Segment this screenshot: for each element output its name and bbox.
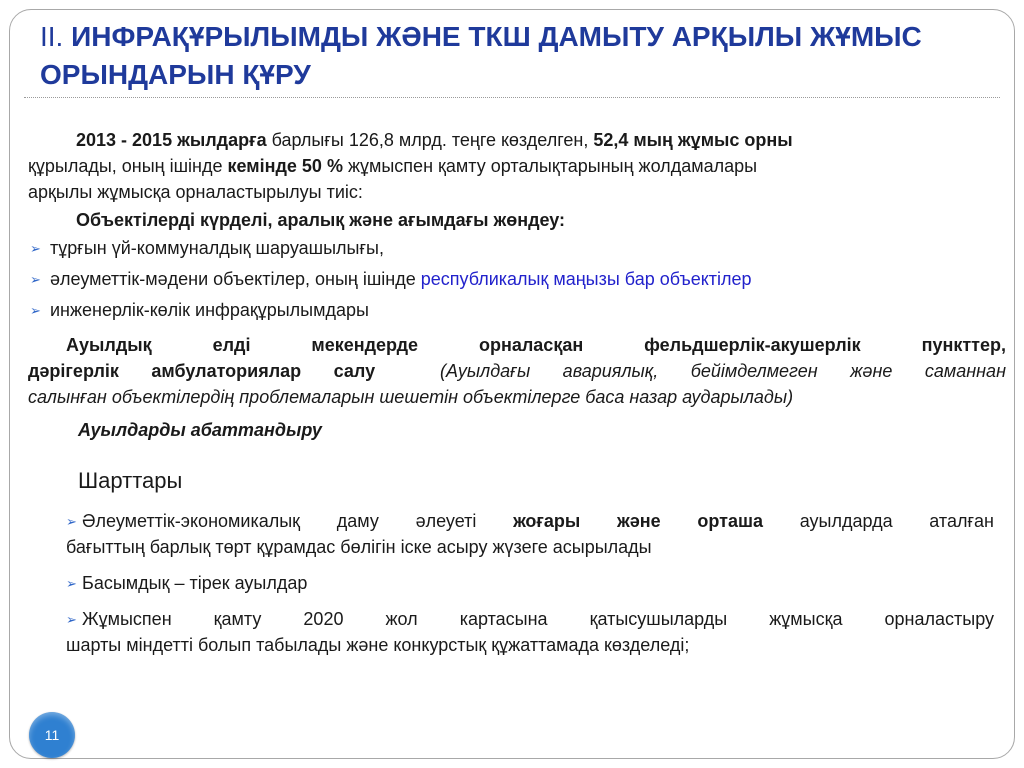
condition-1-text2: ауылдарда аталған <box>762 511 994 531</box>
condition-1-bold: жоғары және орташа <box>513 511 763 531</box>
repair-item-3-text: инженерлік-көлік инфрақұрылымдары <box>50 300 369 320</box>
rural-line-1: Ауылдық елді мекендерде орналасқан фельдшерлік-акушерлік пункттер, <box>66 335 1006 355</box>
intro-min-share: кемінде 50 % <box>227 156 343 176</box>
rural-line-2 <box>28 358 1006 384</box>
condition-3-line-1 <box>66 606 994 633</box>
condition-1-line-2: бағыттың барлық төрт құрамдас бөлігін іске асыру жүзеге асырылады <box>66 537 652 557</box>
intro-l2-text1: құрылады, оның ішінде <box>28 156 228 176</box>
arrow-right-icon: ➢ <box>30 272 41 287</box>
arrow-right-icon: ➢ <box>66 612 77 627</box>
repair-item-1 <box>30 235 384 262</box>
repair-item-2-text: әлеуметтік-мәдени объектілер, оның ішінде <box>50 269 421 289</box>
intro-line-1 <box>76 127 986 153</box>
intro-l2-text2: жұмыспен қамту орталықтарының жолдамалары <box>342 156 758 176</box>
condition-3-text1: Жұмыспен қамту 2020 жол картасына қатысушыларды жұмысқа орналастыру <box>82 609 994 629</box>
repair-heading: Объектілерді күрделі, аралық және ағымдағы жөндеу: <box>76 210 566 230</box>
repair-item-2-highlight: республикалық маңызы бар объектілер <box>420 269 752 289</box>
condition-1-text1: Әлеуметтік-экономикалық даму әлеуеті <box>82 511 514 531</box>
intro-jobs: 52,4 мың жұмыс орны <box>593 130 793 150</box>
arrow-right-icon: ➢ <box>30 303 41 318</box>
arrow-right-icon: ➢ <box>66 514 77 529</box>
repair-item-2 <box>30 266 752 293</box>
slide-title <box>40 18 970 94</box>
condition-2 <box>66 570 666 597</box>
title-number: II. <box>40 21 64 52</box>
condition-1-line-1 <box>66 508 994 535</box>
intro-budget: барлығы 126,8 млрд. теңге көзделген, <box>266 130 594 150</box>
title-text: ИНФРАҚҰРЫЛЫМДЫ ЖӘНЕ ТКШ ДАМЫТУ АРҚЫЛЫ ЖҰМЫС ОРЫНДАРЫН ҚҰРУ <box>40 21 922 90</box>
conditions-heading: Шарттары <box>78 468 183 493</box>
arrow-right-icon: ➢ <box>66 576 77 591</box>
title-divider <box>24 97 1000 98</box>
intro-line-2 <box>28 153 988 179</box>
page-number-badge: 11 <box>29 712 75 758</box>
rural-clinics: дәрігерлік амбулаториялар салу <box>28 361 376 381</box>
condition-3-line-2: шарты міндетті болып табылады және конкурстық құжаттамада көзделеді; <box>66 635 690 655</box>
condition-2-text: Басымдық – тірек ауылдар <box>82 573 308 593</box>
intro-years: 2013 - 2015 жылдарға <box>76 130 267 150</box>
rural-improvement: Ауылдарды абаттандыру <box>78 420 322 440</box>
intro-line-3: арқылы жұмысқа орналастырылуы тиіс: <box>28 182 363 202</box>
repair-item-1-text: тұрғын үй-коммуналдық шаруашылығы, <box>50 238 384 258</box>
repair-item-3 <box>30 297 369 324</box>
rural-line-3: салынған объектілердің проблемаларын шешетін объектілерге баса назар аударылады) <box>28 387 794 407</box>
rural-note-start: (Ауылдағы авариялық, бейімделмеген және саманнан <box>440 361 1006 381</box>
arrow-right-icon: ➢ <box>30 241 41 256</box>
